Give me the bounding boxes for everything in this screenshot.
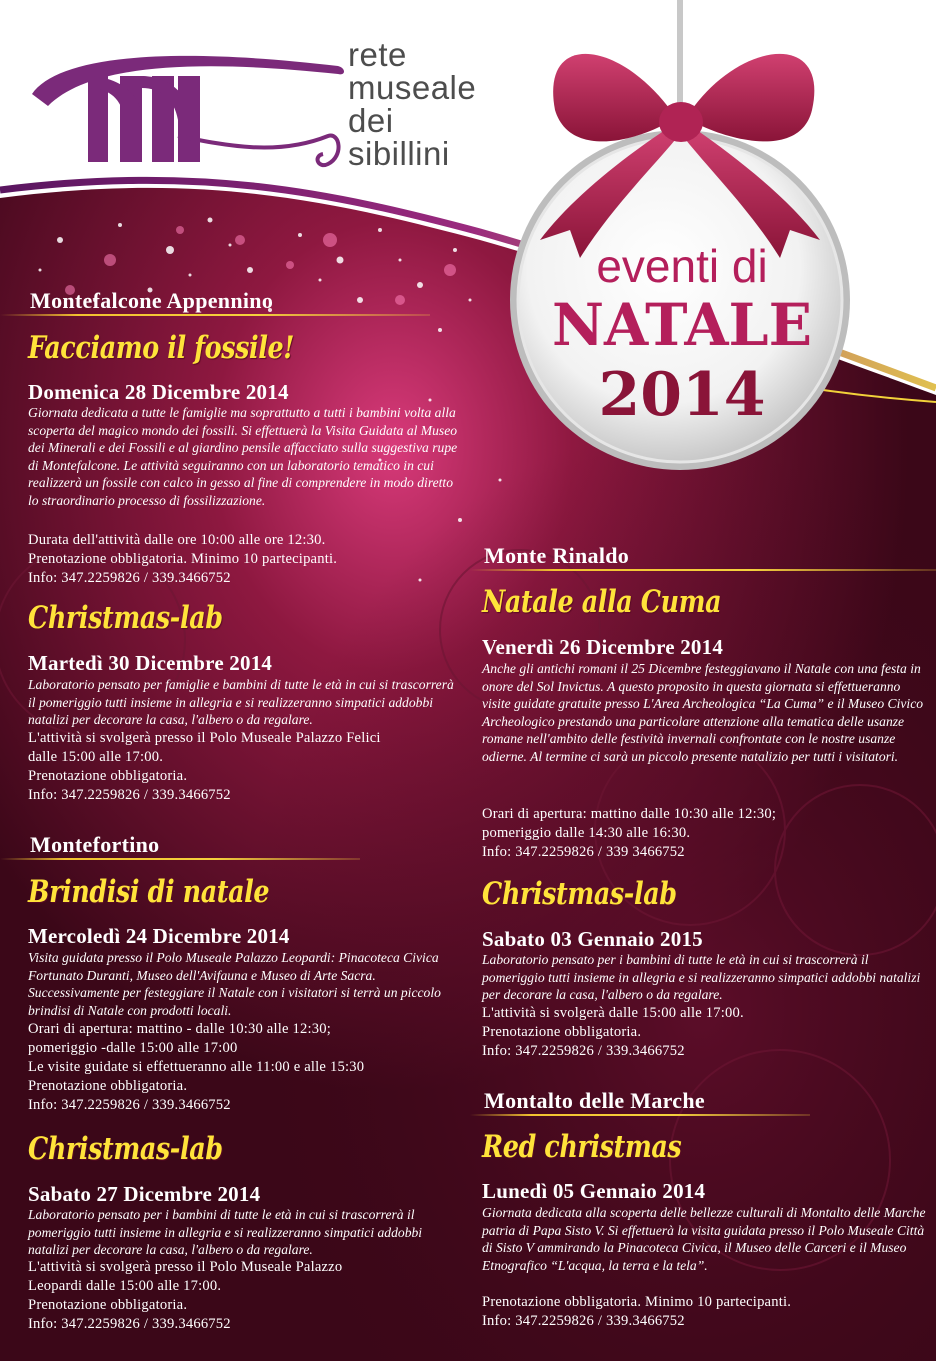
ornament-title-line-2: NATALE [552,291,812,359]
logo-line-4: sibillini [348,135,450,172]
event-title: Christmas-lab [28,600,223,636]
event-description: Anche gli antichi romani il 25 Dicembre festeggiavano il Natale con una festa in onore del Sol Invictus. A questo proposito in questa giornata si effettueranno visite guidate gratuite presso L'Area Archeologica “La Cuma” e il Museo Civico Archeologico prestando una particolare attenzione alla tematica delle usanze romane nell'ambito delle festività invernali confrontate con le nostre usanze odierne. Al termine ci sarà un piccolo presente natalizio per tutti i visitatori. [482,661,924,764]
event-info-line: Info: 347.2259826 / 339.3466752 [28,570,231,586]
section-divider [0,858,360,860]
event-info-line: Prenotazione obbligatoria. [482,1024,642,1040]
event-info [28,1258,342,1334]
event-description: Visita guidata presso il Polo Museale Palazzo Leopardi: Pinacoteca Civica Fortunato Duranti, Museo dell'Avifauna e Museo di Arte Sacra. Successivamente per festeggiare il Natale con i visitatori si terrà un piccolo brindisi di Natale con prodotti locali. [28,950,441,1018]
event-title: Red christmas [482,1129,682,1165]
event-info-line: Prenotazione obbligatoria. [28,1078,188,1094]
logo-line-2: museale [348,69,477,106]
event-info-line: Durata dell'attività dalle ore 10:00 alle ore 12:30. [28,532,326,548]
event-info-line: Info: 347.2259826 / 339.3466752 [28,1097,231,1113]
event-info [482,1004,744,1061]
event-info-line: pomeriggio -dalle 15:00 alle 17:00 [28,1040,238,1056]
event-description: Laboratorio pensato per famiglie e bambini di tutte le età in cui si trascorrerà il pomeriggio tutti insieme in allegria e si realizzeranno simpatici addobbi natalizi per decorare la casa, l'albero o da regalare. [28,677,454,727]
event-date: Sabato 27 Dicembre 2014 [28,1182,261,1206]
event-info-line: Info: 347.2259826 / 339.3466752 [482,1043,685,1059]
event-info-line: Orari di apertura: mattino dalle 10:30 alle 12:30; [482,806,777,822]
logo-line-1: rete [348,36,407,73]
logo-line-3: dei [348,102,394,139]
event-description: Giornata dedicata alla scoperta delle bellezze culturali di Montalto delle Marche patria di Papa Sisto V. Si effettuerà la visita guidata presso il Polo Museale Città di Sisto V ammirando la Pinacoteca Civica, il Museo delle Carceri e il Museo Etnografico “L'acqua, la terra e la tela”. [482,1205,926,1273]
event-info-line: pomeriggio dalle 14:30 alle 16:30. [482,825,691,841]
event-title: Christmas-lab [482,876,677,912]
event-info [28,531,337,588]
event-info-line: Info: 347.2259826 / 339.3466752 [28,1316,231,1332]
event-title: Brindisi di natale [28,874,270,910]
event-info-line: Prenotazione obbligatoria. Minimo 10 partecipanti. [28,551,338,567]
event-date: Martedì 30 Dicembre 2014 [28,651,273,675]
section-title-monte-rinaldo: Monte Rinaldo [484,543,630,568]
christmas-ornament-icon [500,0,936,520]
event-info-line: Le visite guidate si effettueranno alle 11:00 e alle 15:30 [28,1059,365,1075]
rete-museale-logo-icon [28,36,348,176]
section-divider [470,1114,810,1116]
ornament-title-line-1: eventi di [596,240,768,292]
event-info-line: Orari di apertura: mattino - dalle 10:30 alle 12:30; [28,1021,331,1037]
section-divider [0,314,430,316]
event-info-line: L'attività si svolgerà presso il Polo Museale Palazzo Felici [28,730,381,746]
event-info [482,805,776,862]
event-date: Domenica 28 Dicembre 2014 [28,380,289,404]
section-title-montefalcone: Montefalcone Appennino [30,288,274,313]
event-info-line: Info: 347.2259826 / 339.3466752 [482,1313,685,1329]
event-info-line: Info: 347.2259826 / 339.3466752 [28,787,231,803]
event-info [28,729,381,805]
event-date: Venerdì 26 Dicembre 2014 [482,635,724,659]
section-title-montefortino: Montefortino [30,832,160,857]
event-info-line: L'attività si svolgerà presso il Polo Museale Palazzo [28,1259,343,1275]
logo-text [348,38,476,170]
event-date: Sabato 03 Gennaio 2015 [482,927,703,951]
event-title: Facciamo il fossile! [28,330,295,366]
event-info-line: Prenotazione obbligatoria. [28,768,188,784]
event-info-line: Prenotazione obbligatoria. Minimo 10 partecipanti. [482,1294,792,1310]
event-title: Christmas-lab [28,1131,223,1167]
event-info-line: Leopardi dalle 15:00 alle 17:00. [28,1278,222,1294]
event-description: Giornata dedicata a tutte le famiglie ma soprattutto a tutti i bambini volta alla scoperta del magico mondo dei fossili. Si effettuerà la Visita Guidata al Museo dei Minerali e dei Fossili e al giardino pensile affacciato sulla suggestiva rupe di Montefalcone. Le attività seguiranno con un laboratorio tematico in cui realizzerà un fossile con calco in gesso al fine di comprendere in modo diretto lo straordinario processo di fossilizzazione. [28,405,458,508]
event-info [28,1020,364,1115]
event-date: Lunedì 05 Gennaio 2014 [482,1179,706,1203]
event-description: Laboratorio pensato per i bambini di tutte le età in cui si trascorrerà il pomeriggio tutti insieme in allegria e si realizzeranno simpatici addobbi natalizi per decorare la casa, l'albero o da regalare. [28,1207,423,1257]
event-info-line: Prenotazione obbligatoria. [28,1297,188,1313]
section-divider [470,569,936,571]
ornament-title-line-3: 2014 [598,360,766,430]
event-info-line: Info: 347.2259826 / 339 3466752 [482,844,685,860]
event-title: Natale alla Cuma [482,584,722,620]
event-date: Mercoledì 24 Dicembre 2014 [28,924,290,948]
event-info-line: dalle 15:00 alle 17:00. [28,749,164,765]
section-title-montalto: Montalto delle Marche [484,1088,705,1113]
event-info-line: L'attività si svolgerà dalle 15:00 alle 17:00. [482,1005,744,1021]
event-description: Laboratorio pensato per i bambini di tutte le età in cui si trascorrerà il pomeriggio tutti insieme in allegria e si realizzeranno simpatici addobbi natalizi per decorare la casa, l'albero o da regalare. [482,952,921,1002]
event-info [482,1293,791,1331]
